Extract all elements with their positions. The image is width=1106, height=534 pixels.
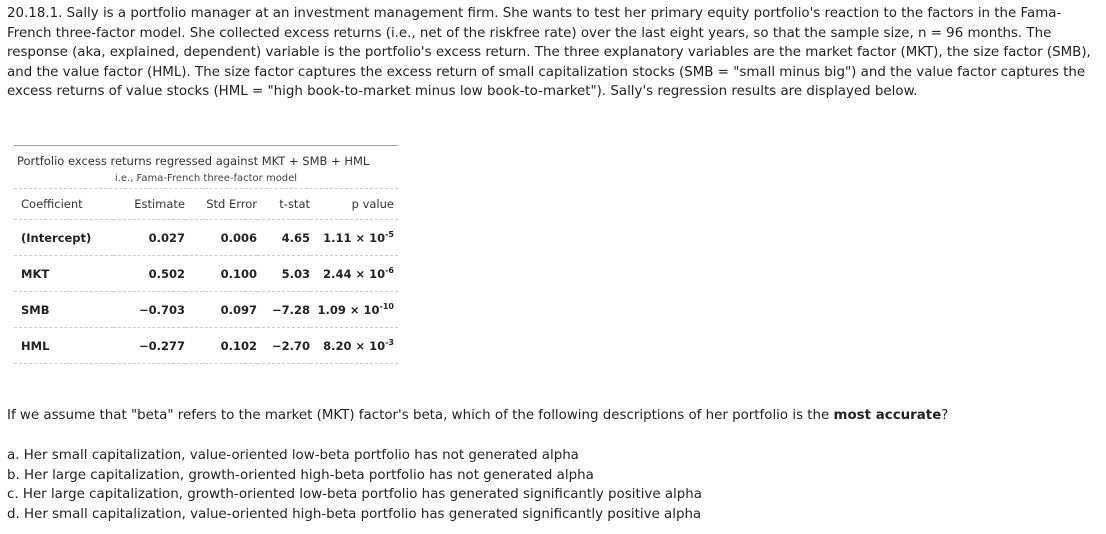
t-stat-value: −7.28 xyxy=(257,292,310,328)
coefficient-name: HML xyxy=(14,328,113,364)
table-row xyxy=(14,256,398,292)
header-p-value: p value xyxy=(310,189,398,220)
question-prompt xyxy=(7,406,948,426)
question-intro: 20.18.1. Sally is a portfolio manager at an investment management firm. She wants to test her primary equity portfolio's reaction to the factors in the Fama-French three-factor model. She collected excess returns (i.e., net of the riskfree rate) over the last eight years, so that the sample size, n = 96 months. The response (aka, explained, dependent) variable is the portfolio's excess return. The three explanatory variables are the market factor (MKT), the size factor (SMB), and the value factor (HML). The size factor captures the excess return of small capitalization stocks (SMB = "small minus big") and the value factor captures the excess returns of value stocks (HML = "high book-to-market minus low book-to-market"). Sally's regression results are displayed below. xyxy=(7,6,1091,100)
table-row xyxy=(14,220,398,256)
p-value-exponent: -3 xyxy=(385,337,394,347)
estimate-value: −0.703 xyxy=(113,292,185,328)
p-value-exponent: -6 xyxy=(385,265,394,275)
p-value xyxy=(310,292,398,328)
p-value xyxy=(310,220,398,256)
p-value-exponent: -10 xyxy=(379,301,394,311)
question-suffix: ? xyxy=(941,408,949,423)
p-value-base: 1.09 × 10 xyxy=(317,302,380,317)
regression-table xyxy=(14,189,398,364)
choice-a[interactable]: a. Her small capitalization, value-oriented low-beta portfolio has not generated alpha xyxy=(7,448,579,463)
choice-b[interactable]: b. Her large capitalization, growth-oriented high-beta portfolio has not generated alpha xyxy=(7,467,594,483)
header-t-stat: t-stat xyxy=(257,189,310,220)
regression-title: Portfolio excess returns regressed against MKT + SMB + HML xyxy=(17,154,370,168)
p-value-exponent: -5 xyxy=(385,229,394,239)
table-row xyxy=(14,292,398,328)
choice-d[interactable]: d. Her small capitalization, value-oriented high-beta portfolio has generated significantly positive alpha xyxy=(7,506,702,522)
t-stat-value: 5.03 xyxy=(257,256,310,292)
coefficient-name: SMB xyxy=(14,292,113,328)
table-header-row xyxy=(14,189,398,220)
p-value-base: 1.11 × 10 xyxy=(323,230,386,245)
regression-table-panel xyxy=(14,145,398,364)
header-coefficient: Coefficient xyxy=(14,189,113,220)
choice-c[interactable]: c. Her large capitalization, growth-oriented low-beta portfolio has generated significantly positive alpha xyxy=(7,487,702,503)
question-prefix: If we assume that "beta" refers to the market (MKT) factor's beta, which of the following descriptions of her portfolio is the xyxy=(7,408,834,423)
t-stat-value: 4.65 xyxy=(257,220,310,256)
std-error-value: 0.097 xyxy=(185,292,257,328)
p-value-base: 8.20 × 10 xyxy=(323,338,386,353)
answer-choices xyxy=(7,446,702,524)
estimate-value: −0.277 xyxy=(113,328,185,364)
table-row xyxy=(14,328,398,364)
t-stat-value: −2.70 xyxy=(257,328,310,364)
p-value xyxy=(310,328,398,364)
std-error-value: 0.006 xyxy=(185,220,257,256)
header-std-error: Std Error xyxy=(185,189,257,220)
coefficient-name: (Intercept) xyxy=(14,220,113,256)
p-value-base: 2.44 × 10 xyxy=(323,266,386,281)
std-error-value: 0.102 xyxy=(185,328,257,364)
estimate-value: 0.027 xyxy=(113,220,185,256)
coefficient-name: MKT xyxy=(14,256,113,292)
std-error-value: 0.100 xyxy=(185,256,257,292)
p-value xyxy=(310,256,398,292)
question-emphasis: most accurate xyxy=(833,408,942,423)
regression-subtitle: i.e., Fama-French three-factor model xyxy=(14,173,398,189)
estimate-value: 0.502 xyxy=(113,256,185,292)
header-estimate: Estimate xyxy=(113,189,185,220)
